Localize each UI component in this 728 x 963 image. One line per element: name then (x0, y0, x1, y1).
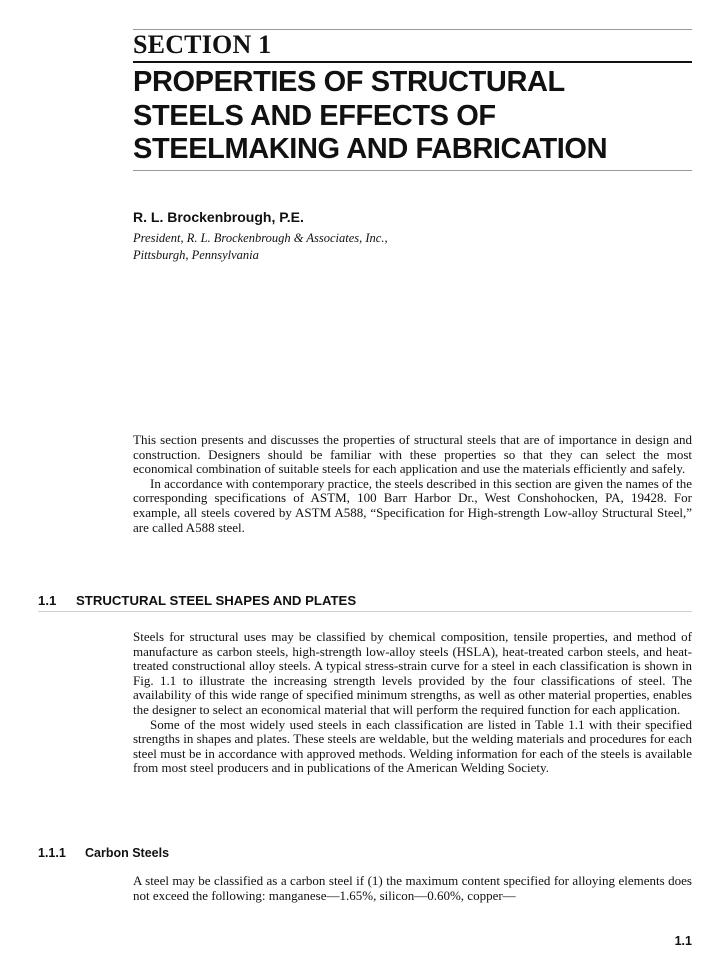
paragraph: This section presents and discusses the properties of structural steels that are of importance in design and construction. Designers should be familiar with these properties so that they can select the most economical combination of suitable steels for each application and use the materials efficiently and safely. (133, 432, 692, 477)
section-1-1-1-text (133, 874, 692, 903)
section-1-1-text (133, 630, 692, 776)
section-label: SECTION 1 (133, 30, 272, 59)
author-name: R. L. Brockenbrough, P.E. (133, 209, 304, 225)
paragraph: A steel may be classified as a carbon steel if (1) the maximum content specified for alloying elements does not exceed the following: manganese—1.65%, silicon—0.60%, copper— (133, 873, 692, 903)
chapter-title-line: STEELS AND EFFECTS OF (133, 99, 496, 132)
intro-text (133, 433, 692, 535)
title-bottom-rule (133, 170, 692, 171)
subsection-number: 1.1.1 (38, 846, 66, 860)
paragraph: Some of the most widely used steels in each classification are listed in Table 1.1 with their specified strengths in shapes and plates. These steels are weldable, but the welding materials and procedures for each steel must be in accordance with approved methods. Welding information for each of the steels is available from most steel producers and in publications of the American Welding Society. (133, 716, 692, 776)
author-affiliation (133, 230, 388, 264)
section-number: 1.1 (38, 593, 57, 608)
section-heading-1-1 (38, 593, 692, 609)
affiliation-line: President, R. L. Brockenbrough & Associates, Inc., (133, 231, 388, 245)
page-number: 1.1 (674, 934, 692, 948)
affiliation-line: Pittsburgh, Pennsylvania (133, 248, 259, 262)
section-heading-rule (38, 611, 692, 612)
section-label-underline (133, 61, 692, 63)
paragraph: Steels for structural uses may be classified by chemical composition, tensile properties, and method of manufacture as carbon steels, high-strength low-alloy steels (HSLA), heat-treated carbon steels, and heat-treated constructional alloy steels. A typical stress-strain curve for a steel in each classification is shown in Fig. 1.1 to illustrate the increasing strength levels provided by the four classifications of steel. The availability of this wide range of specified minimum strengths, as well as other material properties, enables the designer to select an economical material that will perform the required function for each application. (133, 629, 692, 717)
paragraph: In accordance with contemporary practice, the steels described in this section are given the names of the corresponding specifications of ASTM, 100 Barr Harbor Dr., West Conshohocken, PA, 19428. For example, all steels covered by ASTM A588, “Specification for High-strength Low-alloy Structural Steel,” are called A588 steel. (133, 475, 692, 535)
subsection-heading-text: Carbon Steels (85, 846, 170, 860)
chapter-title (133, 66, 693, 167)
chapter-title-line: PROPERTIES OF STRUCTURAL (133, 66, 565, 98)
section-heading-text: STRUCTURAL STEEL SHAPES AND PLATES (76, 593, 357, 608)
chapter-title-line: STEELMAKING AND FABRICATION (133, 133, 608, 165)
subsection-heading-1-1-1 (38, 846, 169, 861)
